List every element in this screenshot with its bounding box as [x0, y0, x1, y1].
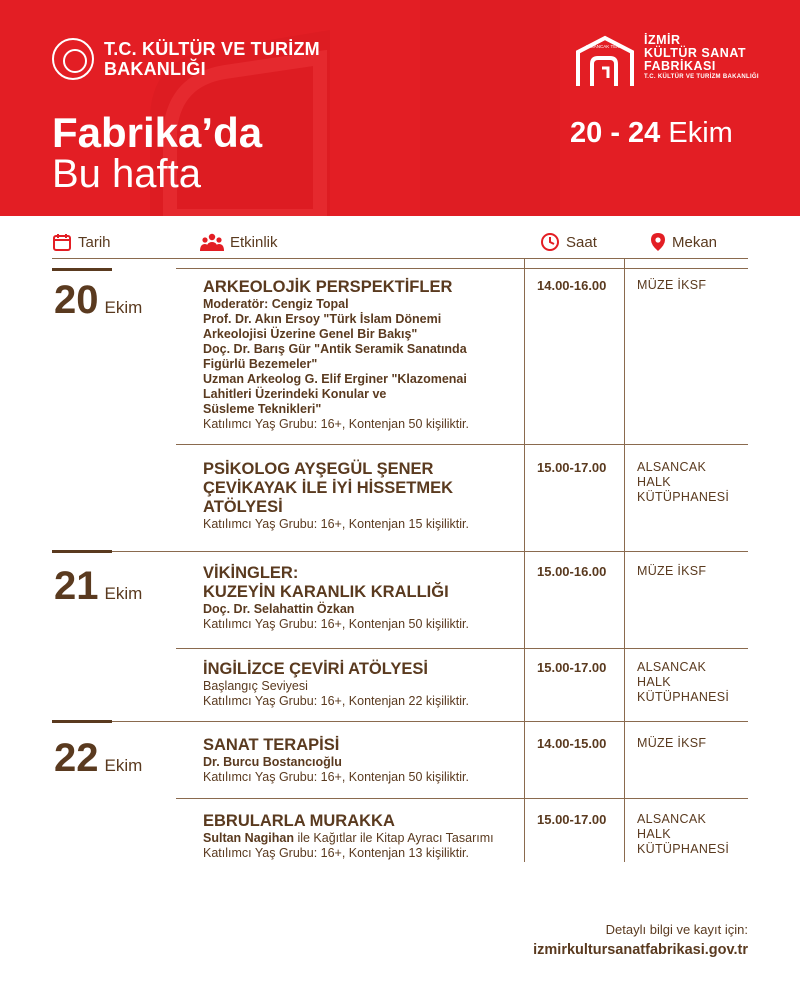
column-header-event	[200, 232, 278, 252]
day-label	[54, 566, 142, 606]
ministry-name-line1: T.C. KÜLTÜR VE TURİZM	[104, 39, 320, 59]
factory-name-line1: İZMİR	[644, 33, 681, 47]
event-detail: Arkeolojisi Üzerine Genel Bir Bakış"	[203, 327, 418, 341]
event-venue	[637, 660, 729, 705]
event-detail-bold: Sultan Nagihan	[203, 831, 294, 845]
people-icon	[200, 232, 224, 252]
event-venue-line: KÜTÜPHANESİ	[637, 842, 730, 856]
event-time: 14.00-16.00	[537, 278, 607, 293]
date-range	[570, 116, 733, 150]
factory-logo	[574, 34, 759, 88]
footer-info-text: Detaylı bilgi ve kayıt için:	[605, 922, 748, 937]
event-detail	[203, 831, 533, 846]
event-venue-line: HALK	[637, 827, 671, 841]
column-header-venue-label: Mekan	[672, 233, 718, 251]
event-row	[203, 660, 523, 709]
ministry-emblem-icon	[52, 38, 94, 80]
event-time: 15.00-17.00	[537, 660, 607, 675]
event-detail: Prof. Dr. Akın Ersoy "Türk İslam Dönemi	[203, 312, 442, 326]
header-divider	[52, 258, 748, 259]
factory-subtitle: T.C. KÜLTÜR VE TURİZM BAKANLIĞI	[644, 74, 759, 80]
date-range-days: 20 - 24	[570, 117, 661, 149]
event-venue	[637, 278, 706, 293]
day-number: 21	[54, 564, 99, 608]
event-detail: Doç. Dr. Barış Gür "Antik Seramik Sanatında	[203, 342, 467, 356]
day-label	[54, 280, 142, 320]
footer-link[interactable]	[533, 942, 748, 958]
event-venue	[637, 736, 706, 751]
event-venue-line: KÜTÜPHANESİ	[637, 490, 730, 504]
event-venue-line: MÜZE İKSF	[637, 736, 707, 750]
row-divider	[176, 444, 748, 445]
event-venue-line: KÜTÜPHANESİ	[637, 690, 730, 704]
event-row	[203, 812, 533, 861]
column-header-time	[540, 232, 597, 252]
event-capacity-note: Katılımcı Yaş Grubu: 16+, Kontenjan 13 kişiliktir.	[203, 846, 469, 860]
event-time: 15.00-16.00	[537, 564, 607, 579]
location-pin-icon	[650, 232, 666, 252]
day-separator	[52, 550, 112, 553]
event-detail: Uzman Arkeolog G. Elif Erginer "Klazomenai	[203, 372, 467, 386]
event-row	[203, 278, 523, 432]
row-divider	[176, 648, 748, 649]
column-header-date-label: Tarih	[78, 233, 111, 251]
row-divider	[176, 798, 748, 799]
event-capacity-note: Katılımcı Yaş Grubu: 16+, Kontenjan 15 kişiliktir.	[203, 517, 469, 531]
column-header-time-label: Saat	[566, 233, 597, 251]
column-divider-event	[524, 258, 525, 862]
event-venue	[637, 812, 729, 857]
event-title-line: ATÖLYESİ	[203, 498, 283, 516]
day-month: Ekim	[104, 584, 143, 603]
day-label	[54, 738, 142, 778]
event-title-line: KUZEYİN KARANLIK KRALLIĞI	[203, 583, 449, 601]
ministry-name-line2: BAKANLIĞI	[104, 59, 206, 79]
event-venue-line: ALSANCAK	[637, 460, 707, 474]
date-range-month: Ekim	[660, 117, 733, 149]
event-venue-line: ALSANCAK	[637, 812, 707, 826]
event-detail: Moderatör: Cengiz Topal	[203, 297, 349, 311]
row-divider	[112, 721, 748, 722]
event-detail: Figürlü Bezemeler"	[203, 357, 318, 371]
event-time: 14.00-15.00	[537, 736, 607, 751]
factory-building-icon	[574, 34, 636, 88]
day-number: 20	[54, 278, 99, 322]
clock-icon	[540, 232, 560, 252]
calendar-icon	[52, 232, 72, 252]
day-month: Ekim	[104, 298, 143, 317]
event-venue-line: HALK	[637, 475, 671, 489]
event-title-line: ÇEVİKAYAK İLE İYİ HİSSETMEK	[203, 479, 454, 497]
event-detail: Dr. Burcu Bostancıoğlu	[203, 755, 342, 769]
event-detail: Doç. Dr. Selahattin Özkan	[203, 602, 355, 616]
event-capacity-note: Katılımcı Yaş Grubu: 16+, Kontenjan 50 kişiliktir.	[203, 617, 469, 631]
event-time: 15.00-17.00	[537, 460, 607, 475]
day-separator	[52, 720, 112, 723]
event-venue-line: MÜZE İKSF	[637, 564, 707, 578]
row-divider	[176, 268, 748, 269]
event-title: ARKEOLOJİK PERSPEKTİFLER	[203, 278, 453, 296]
day-separator	[52, 268, 112, 271]
event-venue	[637, 564, 706, 579]
event-detail-rest: ile Kağıtlar ile Kitap Ayracı Tasarımı	[293, 831, 494, 845]
day-month: Ekim	[104, 756, 143, 775]
page-title: Fabrika’da	[52, 109, 263, 156]
event-venue-line: MÜZE İKSF	[637, 278, 707, 292]
factory-small-label: ALSANCAK TEKEL	[585, 44, 625, 49]
event-row	[203, 460, 523, 532]
event-title-line: PSİKOLOG AYŞEGÜL ŞENER	[203, 460, 434, 478]
event-title: EBRULARLA MURAKKA	[203, 812, 395, 830]
header-banner	[0, 0, 800, 216]
footer-info	[606, 922, 748, 937]
column-header-venue	[650, 232, 717, 252]
column-divider-time	[624, 258, 625, 862]
event-capacity-note: Katılımcı Yaş Grubu: 16+, Kontenjan 50 kişiliktir.	[203, 770, 469, 784]
factory-name-line3: FABRİKASI	[644, 59, 716, 73]
event-venue-line: ALSANCAK	[637, 660, 707, 674]
day-number: 22	[54, 736, 99, 780]
event-row	[203, 564, 523, 632]
row-divider	[112, 551, 748, 552]
event-time: 15.00-17.00	[537, 812, 607, 827]
event-title-line: VİKİNGLER:	[203, 564, 299, 582]
footer-website-link[interactable]: izmirkultursanatfabrikasi.gov.tr	[533, 942, 748, 958]
event-venue	[637, 460, 729, 505]
event-capacity-note: Katılımcı Yaş Grubu: 16+, Kontenjan 50 kişiliktir.	[203, 417, 469, 431]
event-detail: Süsleme Teknikleri"	[203, 402, 322, 416]
factory-name-line2: KÜLTÜR SANAT	[644, 46, 747, 60]
column-header-date	[52, 232, 111, 252]
event-row	[203, 736, 523, 785]
event-subtitle: Başlangıç Seviyesi	[203, 679, 308, 693]
event-title: İNGİLİZCE ÇEVİRİ ATÖLYESİ	[203, 660, 428, 678]
event-title: SANAT TERAPİSİ	[203, 736, 340, 754]
page-subtitle: Bu hafta	[52, 152, 202, 196]
ministry-logo	[52, 38, 320, 80]
event-capacity-note: Katılımcı Yaş Grubu: 16+, Kontenjan 22 kişiliktir.	[203, 694, 469, 708]
column-header-event-label: Etkinlik	[230, 233, 278, 251]
event-venue-line: HALK	[637, 675, 671, 689]
event-detail: Lahitleri Üzerindeki Konular ve	[203, 387, 387, 401]
